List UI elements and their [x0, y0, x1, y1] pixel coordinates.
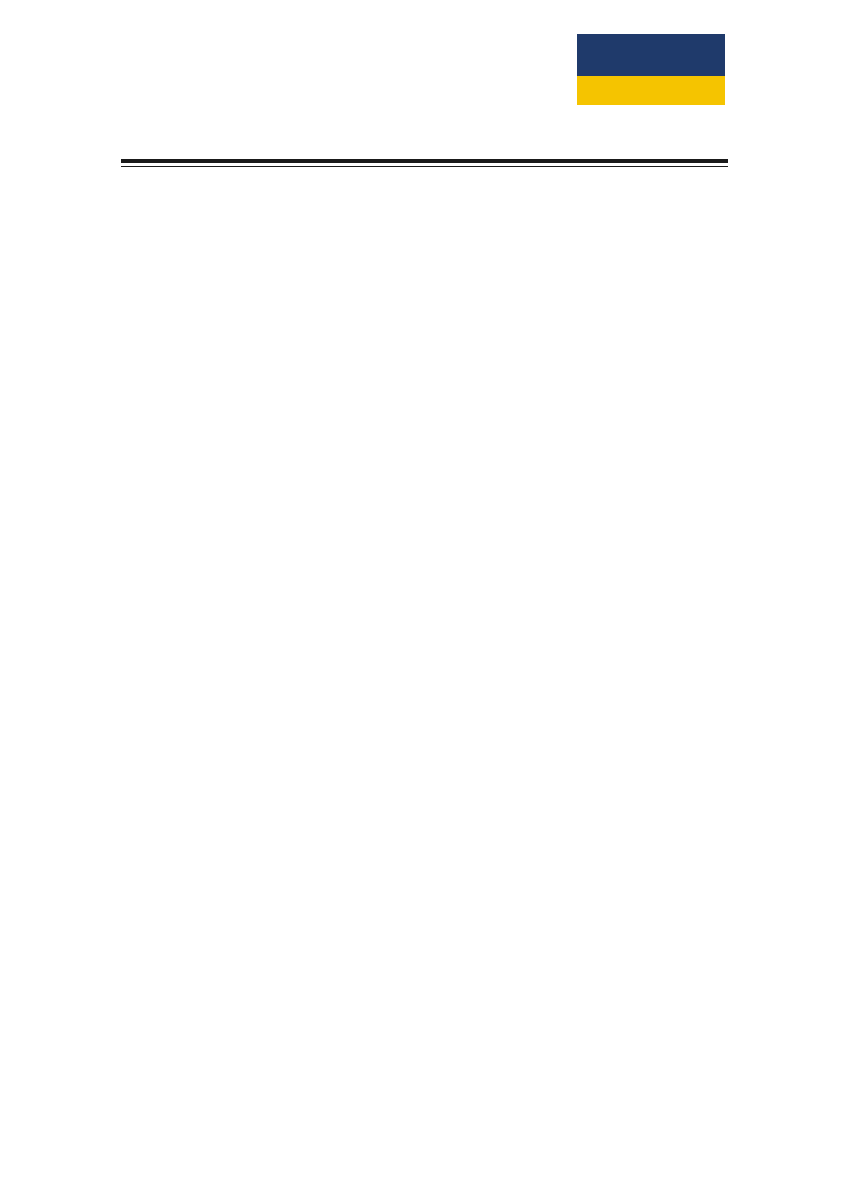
journal-logo [577, 34, 725, 105]
logo-psychology-text [577, 34, 725, 76]
article-title [121, 183, 728, 214]
header-rule-thick [121, 159, 728, 163]
logo-learning-teaching-text [577, 76, 725, 105]
header-rule-thin [121, 166, 728, 167]
